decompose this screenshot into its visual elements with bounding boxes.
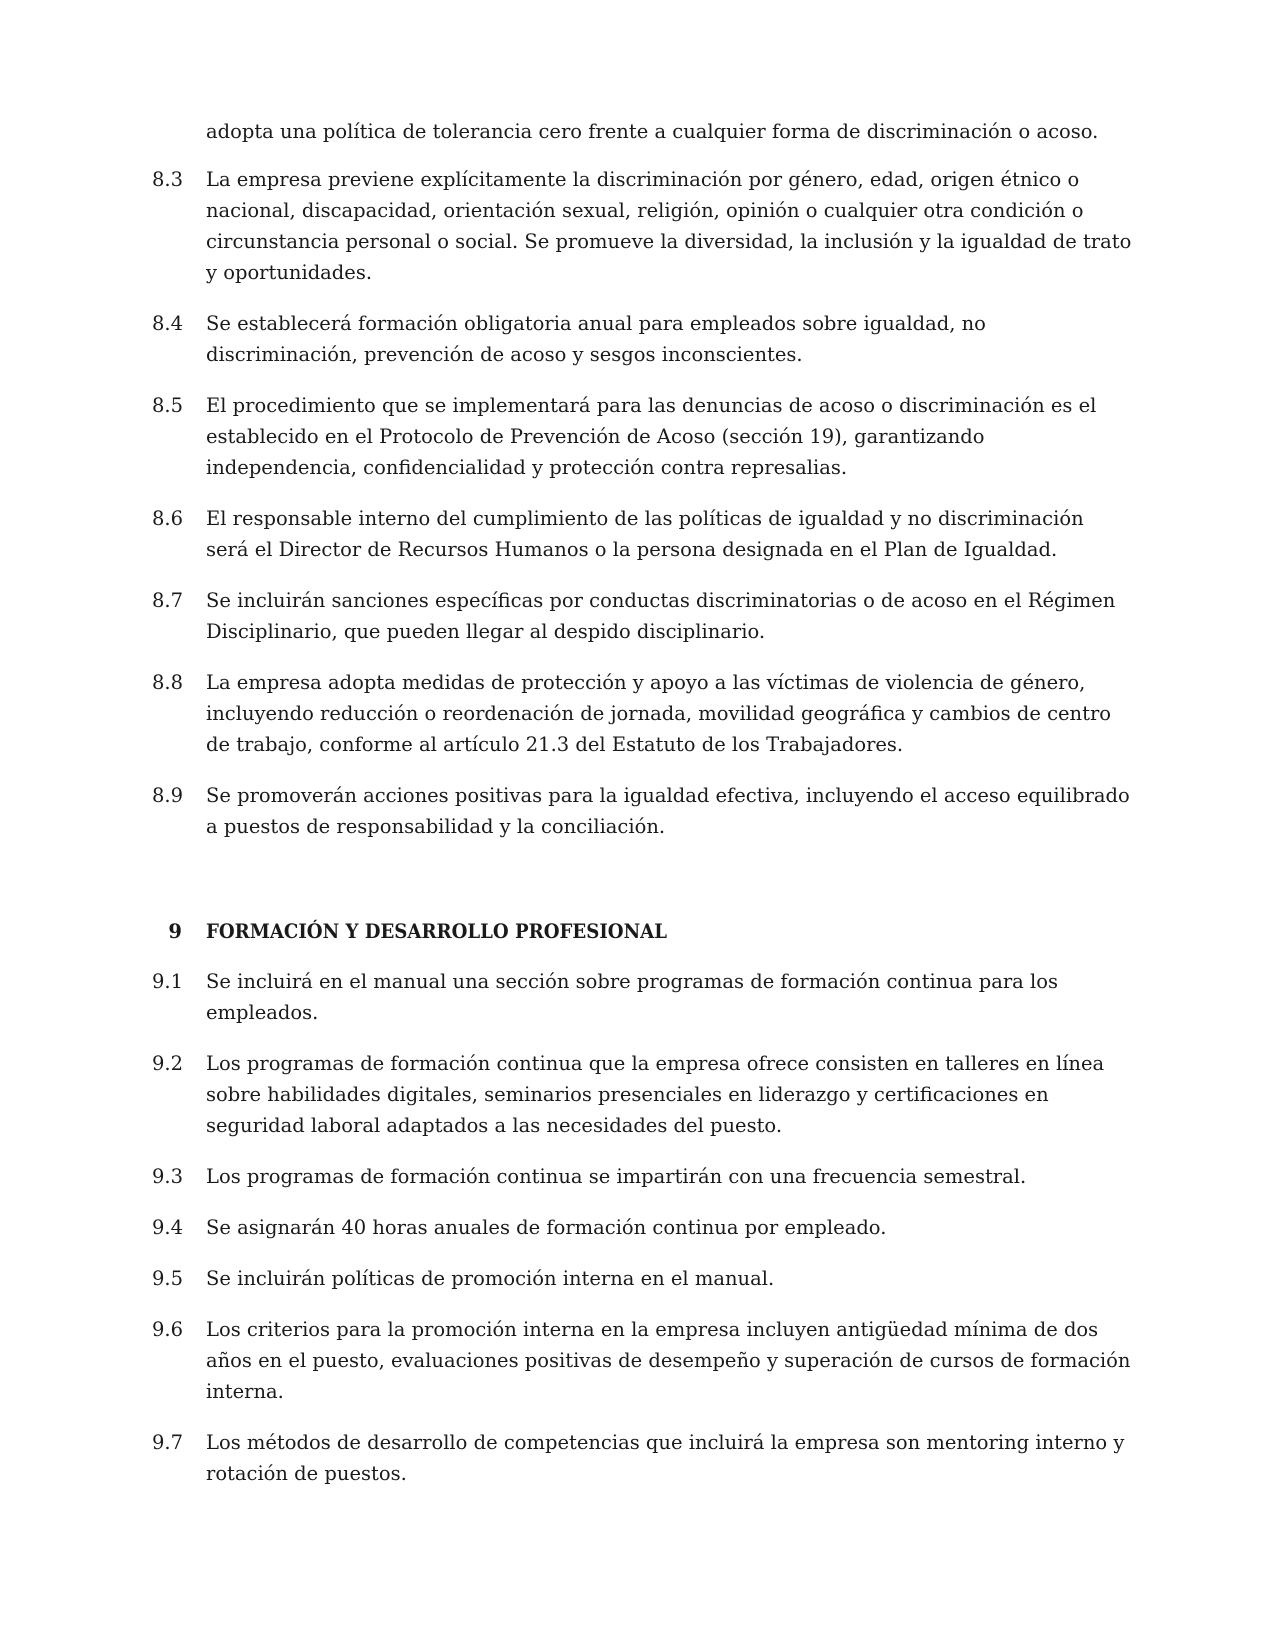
item-text: Se incluirá en el manual una sección sobre programas de formación continua para los empleados. xyxy=(206,970,1058,1024)
list-item xyxy=(152,164,1132,288)
item-number: 9.2 xyxy=(152,1052,184,1075)
item-text: Los programas de formación continua se impartirán con una frecuencia semestral. xyxy=(206,1165,1027,1188)
item-text: Se incluirán políticas de promoción interna en el manual. xyxy=(206,1267,775,1290)
item-text: Los programas de formación continua que la empresa ofrece consisten en talleres en línea sobre habilidades digitales, seminarios presenciales en liderazgo y certificaciones en seguridad laboral adaptados a las necesidades del puesto. xyxy=(206,1052,1105,1137)
item-number: 9.1 xyxy=(152,970,184,993)
item-number: 8.4 xyxy=(152,312,184,335)
item-text: Se asignarán 40 horas anuales de formación continua por empleado. xyxy=(206,1216,887,1239)
item-number: 8.9 xyxy=(152,784,184,807)
list-item xyxy=(152,1263,1132,1294)
list-item xyxy=(152,503,1132,565)
list-item xyxy=(152,1427,1132,1489)
item-number: 9.6 xyxy=(152,1318,184,1341)
heading-number: 9 xyxy=(168,920,182,943)
item-number: 9.3 xyxy=(152,1165,184,1188)
item-number: 8.6 xyxy=(152,507,184,530)
list-item xyxy=(152,1212,1132,1243)
item-number: 9.7 xyxy=(152,1431,184,1454)
item-number: 8.5 xyxy=(152,394,184,417)
item-text: El responsable interno del cumplimiento de las políticas de igualdad y no discriminación será el Director de Recursos Humanos o la persona designada en el Plan de Igualdad. xyxy=(206,507,1084,561)
list-item xyxy=(152,1161,1132,1192)
item-text: Los criterios para la promoción interna en la empresa incluyen antigüedad mínima de dos años en el puesto, evaluaciones positivas de desempeño y superación de cursos de formación interna. xyxy=(206,1318,1131,1403)
continuation-paragraph: adopta una política de tolerancia cero frente a cualquier forma de discriminación o acoso. xyxy=(206,120,1099,143)
item-text: La empresa previene explícitamente la discriminación por género, edad, origen étnico o nacional, discapacidad, orientación sexual, religión, opinión o cualquier otra condición o circunstancia personal o social. Se promueve la diversidad, la inclusión y la igualdad de trato y oportunidades. xyxy=(206,168,1132,284)
list-item xyxy=(152,1314,1132,1407)
list-item xyxy=(152,308,1132,370)
item-number: 9.4 xyxy=(152,1216,184,1239)
item-number: 9.5 xyxy=(152,1267,184,1290)
list-item xyxy=(152,1048,1132,1141)
list-item xyxy=(152,780,1132,842)
item-number: 8.7 xyxy=(152,589,184,612)
item-text: Los métodos de desarrollo de competencias que incluirá la empresa son mentoring interno y rotación de puestos. xyxy=(206,1431,1125,1485)
section-9-heading xyxy=(152,916,702,947)
list-item xyxy=(152,667,1132,760)
item-text: Se incluirán sanciones específicas por conductas discriminatorias o de acoso en el Régimen Disciplinario, que pueden llegar al despido disciplinario. xyxy=(206,589,1116,643)
list-item xyxy=(152,966,1132,1028)
item-text: El procedimiento que se implementará para las denuncias de acoso o discriminación es el establecido en el Protocolo de Prevención de Acoso (sección 19), garantizando independencia, confidencialidad y protección contra represalias. xyxy=(206,394,1097,479)
item-number: 8.8 xyxy=(152,671,184,694)
section-9-list xyxy=(152,966,1132,1509)
section-8-list xyxy=(152,164,1132,862)
list-item xyxy=(152,585,1132,647)
item-text: Se establecerá formación obligatoria anual para empleados sobre igualdad, no discriminación, prevención de acoso y sesgos inconscientes. xyxy=(206,312,986,366)
item-text: Se promoverán acciones positivas para la igualdad efectiva, incluyendo el acceso equilibrado a puestos de responsabilidad y la conciliación. xyxy=(206,784,1130,838)
heading-title: FORMACIÓN Y DESARROLLO PROFESIONAL xyxy=(206,920,668,943)
item-number: 8.3 xyxy=(152,168,184,191)
list-item xyxy=(152,390,1132,483)
item-text: La empresa adopta medidas de protección y apoyo a las víctimas de violencia de género, incluyendo reducción o reordenación de jornada, movilidad geográfica y cambios de centro de trabajo, conforme al artículo 21.3 del Estatuto de los Trabajadores. xyxy=(206,671,1112,756)
